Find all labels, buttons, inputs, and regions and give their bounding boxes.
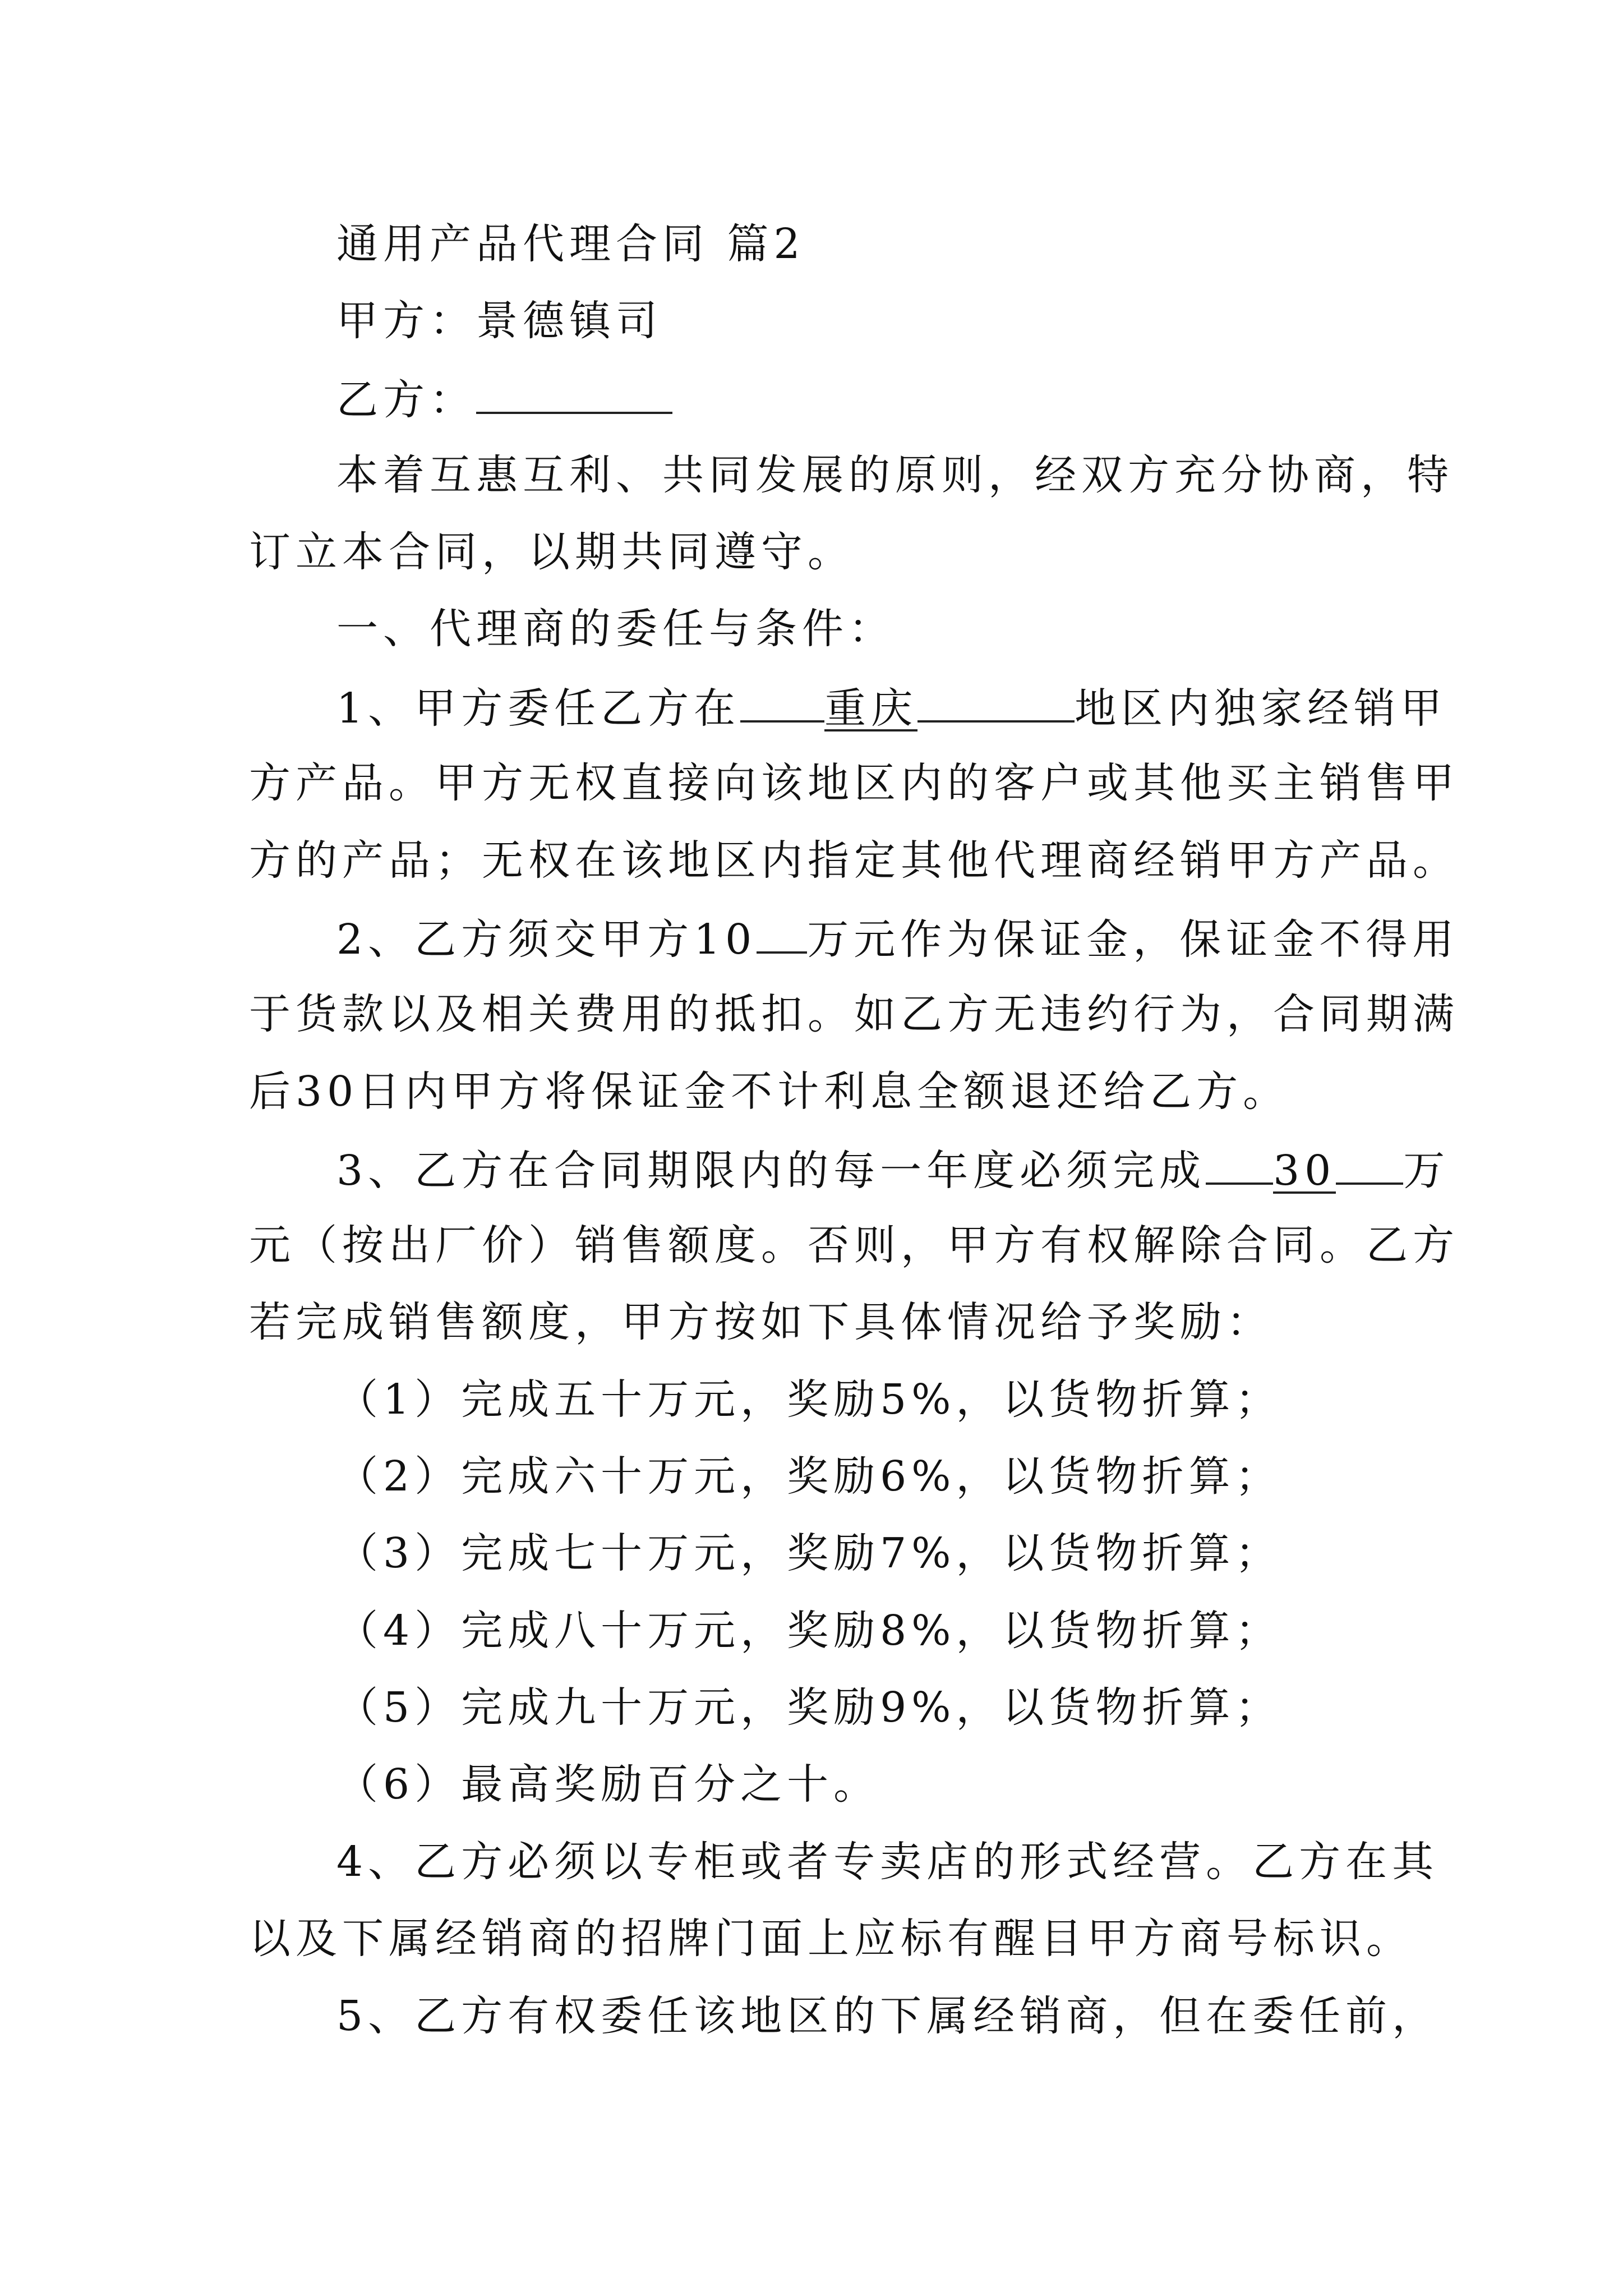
clause-2-suffix: 万元作为保证金，保证金不得用 [807,915,1459,964]
clause-3-prefix: 3、乙方在合同期限内的每一年度必须完成 [336,1147,1206,1195]
clause-5-line-1: 5、乙方有权委任该地区的下属经销商，但在委任前， [336,1992,1439,2040]
clause-2-prefix: 2、乙方须交甲方10 [336,915,757,964]
clause-4-line-1: 4、乙方必须以专柜或者专卖店的形式经营。乙方在其 [336,1838,1439,1886]
party-b-line [336,376,672,424]
intro-line-1: 本着互惠互利、共同发展的原则，经双方充分协商，特 [336,451,1454,499]
party-b-blank [476,377,672,414]
clause-2-line-1 [336,915,1459,964]
clause-1-blank-after [917,685,1075,723]
clause-1-line-1 [336,685,1447,731]
party-a-line: 甲方：景德镇司 [336,297,662,345]
clause-2-line-2: 于货款以及相关费用的抵扣。如乙方无违约行为，合同期满 [249,990,1459,1038]
clause-3-line-1 [336,1148,1450,1194]
clause-1-region: 重庆 [824,684,918,733]
reward-item-3: （3）完成七十万元，奖励7%，以货物折算； [336,1529,1282,1577]
clause-3-amount: 30 [1273,1147,1336,1195]
clause-3-line-2: 元（按出厂价）销售额度。否则，甲方有权解除合同。乙方 [249,1221,1459,1269]
clause-3-blank-after [1336,1148,1403,1185]
clause-1-line-3: 方的产品；无权在该地区内指定其他代理商经销甲方产品。 [249,836,1459,885]
clause-4-line-2: 以及下属经销商的招牌门面上应标有醒目甲方商号标识。 [249,1915,1413,1963]
clause-2-blank [757,917,807,954]
clause-3-line-3: 若完成销售额度，甲方按如下具体情况给予奖励： [249,1298,1273,1346]
reward-item-2: （2）完成六十万元，奖励6%，以货物折算； [336,1452,1282,1501]
party-b-label: 乙方： [336,376,476,424]
reward-item-1: （1）完成五十万元，奖励5%，以货物折算； [336,1375,1282,1424]
clause-1-prefix: 1、甲方委任乙方在 [336,684,741,733]
clause-3-suffix: 万 [1403,1147,1450,1195]
section-1-heading: 一、代理商的委任与条件： [336,605,895,653]
clause-1-blank-before [740,685,824,723]
clause-1-line-2: 方产品。甲方无权直接向该地区内的客户或其他买主销售甲 [249,759,1459,807]
document-title: 通用产品代理合同 篇2 [336,220,805,268]
clause-1-suffix: 地区内独家经销甲 [1075,684,1447,733]
reward-item-4: （4）完成八十万元，奖励8%，以货物折算； [336,1607,1282,1655]
clause-3-blank-before [1206,1148,1273,1185]
intro-line-2: 订立本合同，以期共同遵守。 [249,528,854,576]
reward-item-5: （5）完成九十万元，奖励9%，以货物折算； [336,1683,1282,1732]
reward-item-6: （6）最高奖励百分之十。 [336,1760,880,1809]
clause-2-line-3: 后30日内甲方将保证金不计利息全额退还给乙方。 [249,1068,1290,1116]
